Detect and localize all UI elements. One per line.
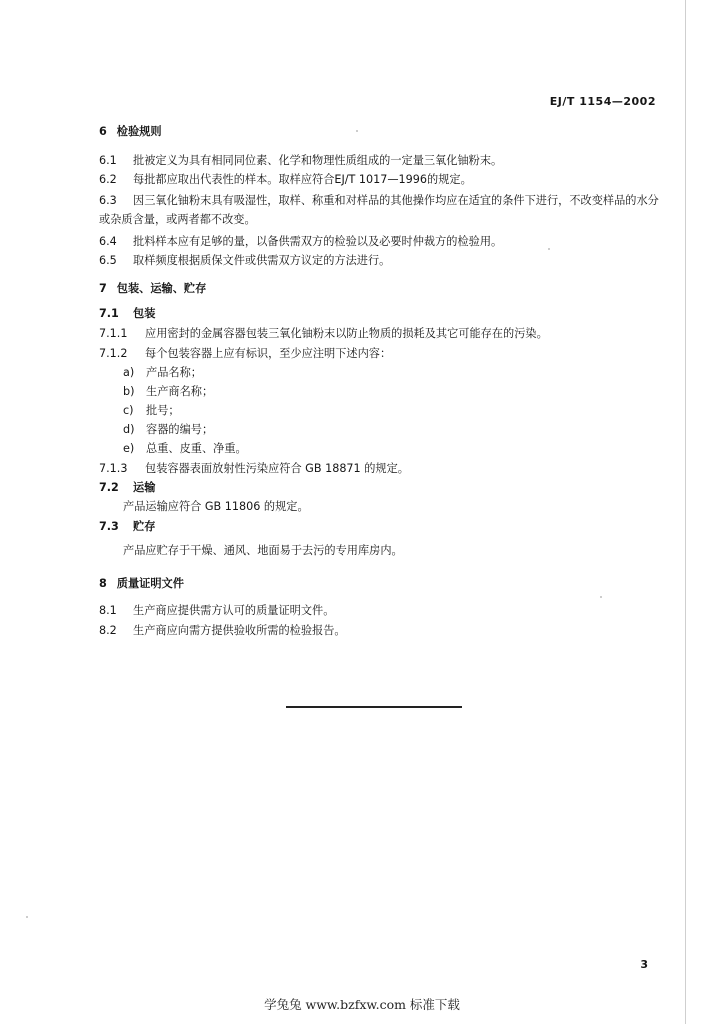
page-number: 3 bbox=[640, 958, 648, 971]
list-text: 批号； bbox=[146, 404, 180, 417]
clause-number: 6.5 bbox=[99, 254, 117, 267]
clause-number: 6.3 bbox=[99, 194, 117, 207]
clause-6-3 bbox=[99, 191, 659, 229]
subsection-number: 7.3 bbox=[99, 520, 119, 533]
list-label: d) bbox=[123, 423, 135, 436]
clause-text: 取样频度根据质保文件或供需双方议定的方法进行。 bbox=[133, 254, 391, 267]
clause-text: 应用密封的金属容器包装三氧化铀粉末以防止物质的损耗及其它可能存在的污染。 bbox=[145, 327, 548, 340]
clause-number: 6.4 bbox=[99, 235, 117, 248]
clause-6-4 bbox=[99, 234, 502, 249]
scan-speck bbox=[548, 248, 550, 250]
clause-7-1-1 bbox=[99, 326, 548, 341]
subsection-number: 7.1 bbox=[99, 307, 119, 320]
site-footer: 学兔兔 www.bzfxw.com 标准下载 bbox=[264, 997, 460, 1012]
clause-7-2-text: 产品运输应符合 GB 11806 的规定。 bbox=[123, 500, 309, 513]
standard-code: EJ/T 1154—2002 bbox=[549, 95, 656, 108]
subsection-title: 贮存 bbox=[133, 520, 156, 533]
list-item-c bbox=[123, 403, 180, 418]
list-label: a) bbox=[123, 366, 135, 379]
subsection-7-1 bbox=[99, 306, 155, 321]
clause-number: 6.2 bbox=[99, 173, 117, 186]
clause-text: 包装容器表面放射性污染应符合 GB 18871 的规定。 bbox=[145, 462, 409, 475]
scan-speck bbox=[600, 596, 602, 598]
section-heading-6 bbox=[99, 124, 162, 139]
clause-number: 7.1.2 bbox=[99, 347, 128, 360]
clause-number: 8.2 bbox=[99, 624, 117, 637]
clause-text: 每批都应取出代表性的样本。取样应符合EJ/T 1017—1996的规定。 bbox=[133, 173, 472, 186]
clause-6-2 bbox=[99, 172, 472, 187]
section-title: 包装、运输、贮存 bbox=[116, 282, 207, 295]
list-text: 产品名称； bbox=[146, 366, 202, 379]
subsection-number: 7.2 bbox=[99, 481, 119, 494]
clause-text: 因三氧化铀粉末具有吸湿性，取样、称重和对样品的其他操作均应在适宜的条件下进行，不改变样品的水分或杂质含量，或两者都不改变。 bbox=[99, 194, 659, 226]
scan-edge-line bbox=[685, 0, 686, 1024]
scan-speck bbox=[356, 130, 358, 132]
clause-6-1 bbox=[99, 153, 502, 168]
subsection-7-2 bbox=[99, 480, 155, 495]
section-number: 7 bbox=[99, 282, 107, 295]
list-text: 总重、皮重、净重。 bbox=[146, 442, 247, 455]
list-label: b) bbox=[123, 385, 135, 398]
clause-text: 生产商应向需方提供验收所需的检验报告。 bbox=[133, 624, 346, 637]
clause-number: 7.1.1 bbox=[99, 327, 128, 340]
list-item-d bbox=[123, 422, 213, 437]
list-label: c) bbox=[123, 404, 134, 417]
clause-7-1-3 bbox=[99, 461, 409, 476]
list-item-a bbox=[123, 365, 202, 380]
list-label: e) bbox=[123, 442, 135, 455]
list-text: 容器的编号； bbox=[146, 423, 214, 436]
clause-number: 7.1.3 bbox=[99, 462, 128, 475]
clause-text: 每个包装容器上应有标识，至少应注明下述内容： bbox=[145, 347, 392, 360]
end-rule bbox=[286, 706, 462, 708]
subsection-title: 包装 bbox=[133, 307, 156, 320]
clause-number: 8.1 bbox=[99, 604, 117, 617]
clause-7-1-2 bbox=[99, 346, 391, 361]
section-number: 8 bbox=[99, 577, 107, 590]
list-text: 生产商名称； bbox=[146, 385, 214, 398]
clause-number: 6.1 bbox=[99, 154, 117, 167]
section-number: 6 bbox=[99, 125, 107, 138]
subsection-title: 运输 bbox=[133, 481, 156, 494]
clause-text: 批被定义为具有相同同位素、化学和物理性质组成的一定量三氧化铀粉末。 bbox=[133, 154, 503, 167]
list-item-b bbox=[123, 384, 213, 399]
section-heading-8 bbox=[99, 576, 184, 591]
subsection-7-3 bbox=[99, 519, 155, 534]
clause-8-1 bbox=[99, 603, 334, 618]
section-title: 质量证明文件 bbox=[116, 577, 184, 590]
clause-7-3-text: 产品应贮存于干燥、通风、地面易于去污的专用库房内。 bbox=[123, 544, 403, 557]
section-heading-7 bbox=[99, 281, 206, 296]
clause-text: 批料样本应有足够的量，以备供需双方的检验以及必要时仲裁方的检验用。 bbox=[133, 235, 503, 248]
clause-text: 生产商应提供需方认可的质量证明文件。 bbox=[133, 604, 335, 617]
clause-8-2 bbox=[99, 623, 346, 638]
scan-speck bbox=[26, 916, 28, 918]
clause-6-5 bbox=[99, 253, 390, 268]
list-item-e bbox=[123, 441, 247, 456]
section-title: 检验规则 bbox=[116, 125, 162, 138]
